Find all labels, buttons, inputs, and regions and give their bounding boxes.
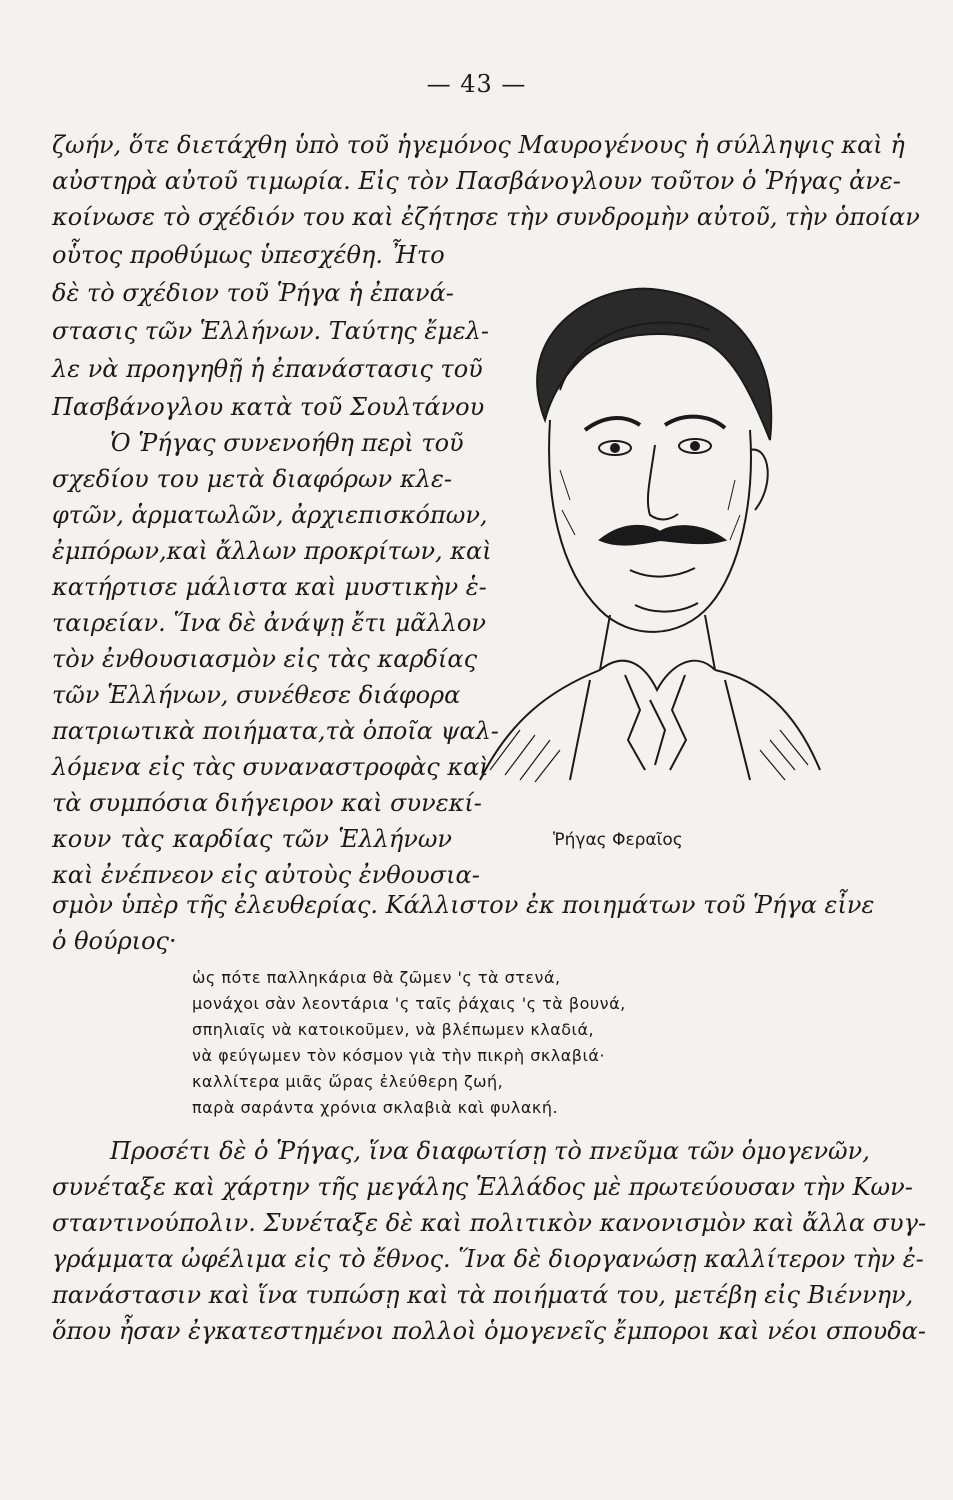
text-line: φτῶν, ἁρματωλῶν, ἀρχιεπισκόπων, bbox=[52, 501, 488, 529]
poem-line: καλλίτερα μιᾶς ὥρας ἐλεύθερη ζωή, bbox=[192, 1072, 504, 1091]
text-line: κατήρτισε μάλιστα καὶ μυστικὴν ἑ- bbox=[52, 573, 487, 601]
text-line: Πασβάνογλου κατὰ τοῦ Σουλτάνου bbox=[52, 393, 485, 421]
portrait-caption: Ῥήγας Φεραῖος bbox=[553, 830, 683, 850]
text-line: ζωήν, ὅτε διετάχθη ὑπὸ τοῦ ἡγεμόνος Μαυρογένους ἡ σύλληψις καὶ ἡ bbox=[52, 131, 905, 159]
text-line: τῶν Ἑλλήνων, συνέθεσε διάφορα bbox=[52, 681, 461, 709]
text-line: σταντινούπολιν. Συνέταξε δὲ καὶ πολιτικὸν κανονισμὸν καὶ ἄλλα συγ- bbox=[52, 1209, 927, 1237]
text-line: γράμματα ὠφέλιμα εἰς τὸ ἔθνος. Ἵνα δὲ διοργανώσῃ καλλίτερον τὴν ἐ- bbox=[52, 1245, 924, 1273]
text-line: δὲ τὸ σχέδιον τοῦ Ῥήγα ἡ ἐπανά- bbox=[52, 279, 454, 307]
text-line: σμὸν ὑπὲρ τῆς ἐλευθερίας. Κάλλιστον ἐκ ποιημάτων τοῦ Ῥήγα εἶνε bbox=[52, 891, 875, 919]
text-line: κοίνωσε τὸ σχέδιόν του καὶ ἐζήτησε τὴν συνδρομὴν αὐτοῦ, τὴν ὁποίαν bbox=[52, 203, 920, 231]
text-line: κουν τὰς καρδίας τῶν Ἑλλήνων bbox=[52, 825, 452, 853]
text-line: καὶ ἐνέπνεον εἰς αὐτοὺς ἐνθουσια- bbox=[52, 861, 480, 889]
text-line: στασις τῶν Ἑλλήνων. Ταύτης ἔμελ- bbox=[52, 317, 490, 345]
poem-line: μονάχοι σὰν λεοντάρια 'ς ταῖς ῥάχαις 'ς τὰ βουνά, bbox=[192, 994, 626, 1013]
text-line: Ὁ Ῥήγας συνενοήθη περὶ τοῦ bbox=[110, 429, 464, 457]
text-line: τὸν ἐνθουσιασμὸν εἰς τὰς καρδίας bbox=[52, 645, 478, 673]
poem-line: ὡς πότε παλληκάρια θὰ ζῶμεν 'ς τὰ στενά, bbox=[192, 968, 561, 987]
text-line: πατριωτικὰ ποιήματα,τὰ ὁποῖα ψαλ- bbox=[52, 717, 499, 745]
poem-line: παρὰ σαράντα χρόνια σκλαβιὰ καὶ φυλακή. bbox=[192, 1098, 559, 1117]
page-number: — 43 — bbox=[426, 70, 527, 98]
text-line: λε νὰ προηγηθῇ ἡ ἐπανάστασις τοῦ bbox=[52, 355, 483, 383]
text-line: ταιρείαν. Ἵνα δὲ ἀνάψῃ ἔτι μᾶλλον bbox=[52, 609, 486, 637]
text-line: Προσέτι δὲ ὁ Ῥήγας, ἵνα διαφωτίσῃ τὸ πνεῦμα τῶν ὁμογενῶν, bbox=[110, 1137, 870, 1165]
text-line: ὅπου ἦσαν ἐγκατεστημένοι πολλοὶ ὁμογενεῖς ἔμποροι καὶ νέοι σπουδα- bbox=[52, 1317, 926, 1345]
portrait-engraving bbox=[450, 270, 830, 790]
text-line: ὁ θούριος· bbox=[52, 927, 177, 955]
text-line: συνέταξε καὶ χάρτην τῆς μεγάλης Ἑλλάδος μὲ πρωτεύουσαν τὴν Κων- bbox=[52, 1173, 913, 1201]
text-line: οὗτος προθύμως ὑπεσχέθη. Ἦτο bbox=[52, 241, 445, 269]
text-line: πανάστασιν καὶ ἵνα τυπώσῃ καὶ τὰ ποιήματά του, μετέβη εἰς Βιέννην, bbox=[52, 1281, 914, 1309]
text-line: λόμενα εἰς τὰς συναναστροφὰς καὶ bbox=[52, 753, 489, 781]
text-line: σχεδίου του μετὰ διαφόρων κλε- bbox=[52, 465, 452, 493]
text-line: τὰ συμπόσια διήγειρον καὶ συνεκί- bbox=[52, 789, 482, 817]
text-line: ἐμπόρων,καὶ ἄλλων προκρίτων, καὶ bbox=[52, 537, 492, 565]
text-line: αὐστηρὰ αὐτοῦ τιμωρία. Εἰς τὸν Πασβάνογλουν τοῦτον ὁ Ῥήγας ἀνε- bbox=[52, 167, 901, 195]
poem-line: σπηλιαῖς νὰ κατοικοῦμεν, νὰ βλέπωμεν κλαδιά, bbox=[192, 1020, 595, 1039]
poem-line: νὰ φεύγωμεν τὸν κόσμον γιὰ τὴν πικρὴ σκλαβιά· bbox=[192, 1046, 606, 1065]
